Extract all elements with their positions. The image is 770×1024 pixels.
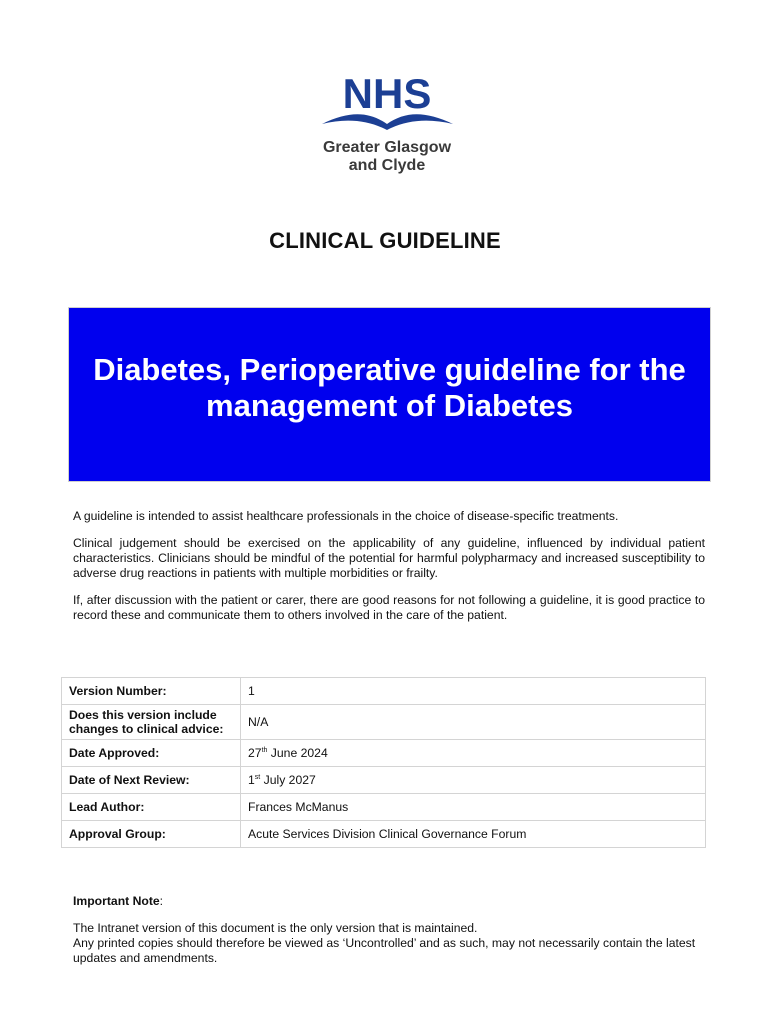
- table-row: [62, 678, 706, 705]
- important-note-heading: Important Note: [73, 894, 160, 908]
- intro-section: [73, 509, 705, 635]
- date-approved-suffix: th: [261, 747, 268, 754]
- document-type-heading: CLINICAL GUIDELINE: [269, 228, 501, 253]
- approval-group-value: Acute Services Division Clinical Governance Forum: [241, 821, 706, 848]
- logo-wordmark: NHS: [342, 72, 432, 117]
- lead-author-value: Frances McManus: [241, 794, 706, 821]
- date-approved-label: Date Approved:: [62, 740, 241, 767]
- changes-label: Does this version include changes to clinical advice:: [62, 705, 241, 740]
- next-review-value: [241, 767, 706, 794]
- changes-value: N/A: [241, 705, 706, 740]
- title-box: [68, 307, 711, 482]
- document-title: Diabetes, Perioperative guideline for the management of Diabetes: [93, 351, 686, 423]
- intro-paragraph-3: If, after discussion with the patient or carer, there are good reasons for not following a guideline, it is good practice to record these and communicate them to others involved in the care of the patient.: [73, 593, 705, 622]
- intro-paragraph-1: A guideline is intended to assist healthcare professionals in the choice of disease-specific treatments.: [73, 509, 619, 523]
- version-value: 1: [241, 678, 706, 705]
- date-approved-value: [241, 740, 706, 767]
- next-review-label: Date of Next Review:: [62, 767, 241, 794]
- next-review-day: 1: [248, 773, 255, 787]
- date-approved-day: 27: [248, 746, 262, 760]
- table-row: [62, 705, 706, 740]
- date-approved-rest: June 2024: [267, 746, 328, 760]
- table-row: [62, 767, 706, 794]
- approval-group-label: Approval Group:: [62, 821, 241, 848]
- lead-author-label: Lead Author:: [62, 794, 241, 821]
- important-note: [73, 894, 705, 966]
- important-note-colon: :: [159, 894, 164, 908]
- important-note-line-2: Any printed copies should therefore be viewed as ‘Uncontrolled’ and as such, may not necessarily contain the latest updates and amendments.: [73, 936, 696, 965]
- important-note-line-1: The Intranet version of this document is the only version that is maintained.: [73, 921, 478, 935]
- logo-line-1: Greater Glasgow: [322, 139, 452, 156]
- intro-paragraph-2: Clinical judgement should be exercised on the applicability of any guideline, influenced by individual patient characteristics. Clinicians should be mindful of the potential for harmful polypharmacy and increased susceptibility to adverse drug reactions in patients with multiple morbidities or frailty.: [73, 536, 705, 580]
- table-row: [62, 740, 706, 767]
- metadata-table: [61, 677, 706, 848]
- version-label: Version Number:: [62, 678, 241, 705]
- next-review-suffix: st: [254, 774, 261, 781]
- table-row: [62, 821, 706, 848]
- logo-line-2: and Clyde: [348, 157, 426, 174]
- nhs-logo: [310, 72, 465, 178]
- next-review-rest: July 2027: [260, 773, 316, 787]
- table-row: [62, 794, 706, 821]
- important-note-heading-line: [73, 894, 705, 909]
